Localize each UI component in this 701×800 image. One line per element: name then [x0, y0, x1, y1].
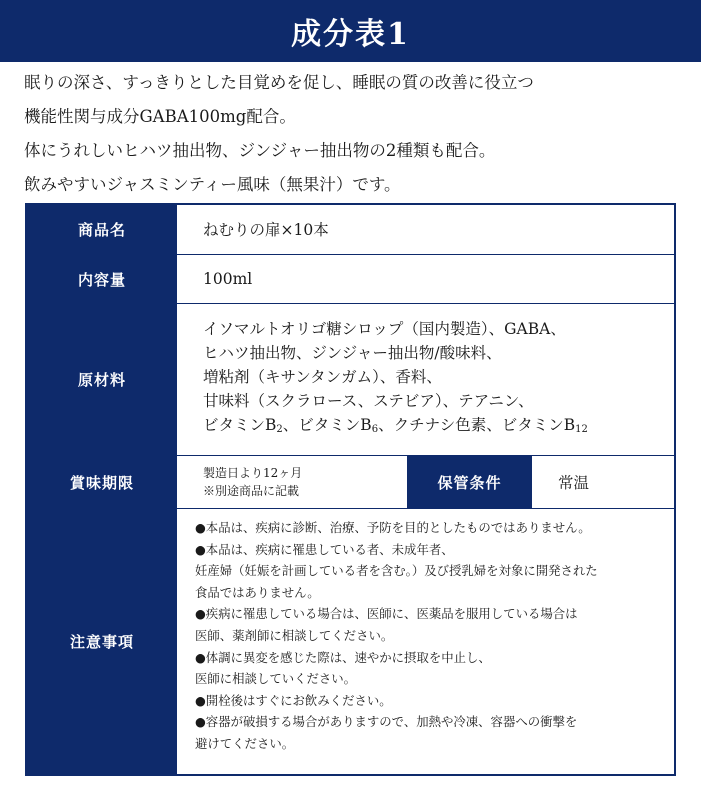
caution-line: 妊産婦（妊娠を計画している者を含む。）及び授乳婦を対象に開発された [195, 563, 598, 579]
storage-label: 保管条件 [407, 456, 532, 508]
page-title: 成分表1 [291, 17, 410, 52]
caution-line: ●容器が破損する場合がありますので、加熱や冷凍、容器への衝撃を [195, 714, 578, 730]
intro-line: 体にうれしいヒハツ抽出物、ジンジャー抽出物の2種類も配合。 [24, 141, 496, 160]
caution-line: 医師に相談していください。 [195, 671, 357, 687]
caution-line: 食品ではありません。 [195, 584, 320, 600]
caution-line: 避けてください。 [195, 735, 295, 751]
intro-line: 眠りの深さ、すっきりとした目覚めを促し、睡眠の質の改善に役立つ [24, 73, 534, 92]
row-ingredients [27, 304, 674, 456]
ingredient-table [25, 203, 676, 776]
expiry-label: 賞味期限 [27, 456, 177, 508]
caution-line: ●体調に異変を感じた際は、速やかに摂取を中止し、 [195, 649, 491, 665]
row-volume [27, 255, 674, 304]
ingredients-value [177, 304, 674, 455]
product-name-text: ねむりの扉×10本 [203, 220, 329, 239]
caution-line: ●開栓後はすぐにお飲みください。 [195, 692, 392, 708]
vitamin-subscript: 2 [276, 424, 283, 435]
vitamin-subscript: 12 [575, 424, 588, 435]
ingredients-line: 甘味料（スクラロース、ステビア）、テアニン、 [203, 392, 534, 410]
ingredients-vitamin-line [203, 413, 674, 442]
ingredients-line: 増粘剤（キサンタンガム）、香料、 [203, 368, 442, 386]
volume-value [177, 255, 674, 303]
volume-label: 内容量 [27, 255, 177, 303]
header-banner [0, 0, 701, 62]
vitamin-text: ビタミンB [203, 416, 277, 434]
storage-value: 常温 [558, 474, 590, 492]
vitamin-text: 、ビタミンB [282, 416, 372, 434]
intro-text [24, 66, 694, 202]
caution-line: ●本品は、疾病に罹患している者、未成年者、 [195, 541, 454, 557]
vitamin-text: 、クチナシ色素、ビタミンB [378, 416, 576, 434]
caution-label: 注意事項 [27, 509, 177, 774]
expiry-line: 製造日より12ヶ月 [203, 466, 303, 480]
caution-line: ●疾病に罹患している場合は、医師に、医薬品を服用している場合は [195, 606, 578, 622]
ingredients-line: イソマルトオリゴ糖シロップ（国内製造）、GABA、 [203, 320, 566, 338]
expiry-value [177, 456, 407, 508]
intro-line: 飲みやすいジャスミンティー風味（無果汁）です。 [24, 175, 401, 194]
row-caution [27, 509, 674, 774]
volume-text: 100ml [203, 270, 253, 288]
ingredients-label: 原材料 [27, 304, 177, 455]
intro-line: 機能性関与成分GABA100mg配合。 [24, 107, 296, 126]
product-name-label: 商品名 [27, 205, 177, 254]
expiry-note: ※別途商品に記載 [203, 484, 300, 498]
caution-line: 医師、薬剤師に相談してください。 [195, 627, 394, 643]
caution-value [177, 509, 674, 774]
ingredients-line: ヒハツ抽出物、ジンジャー抽出物/酸味料、 [203, 344, 502, 362]
row-expiry-storage [27, 456, 674, 509]
row-product-name [27, 205, 674, 255]
caution-line: ●本品は、疾病に診断、治療、予防を目的としたものではありません。 [195, 520, 591, 535]
vitamin-subscript: 6 [371, 424, 379, 435]
product-name-value [177, 205, 674, 254]
